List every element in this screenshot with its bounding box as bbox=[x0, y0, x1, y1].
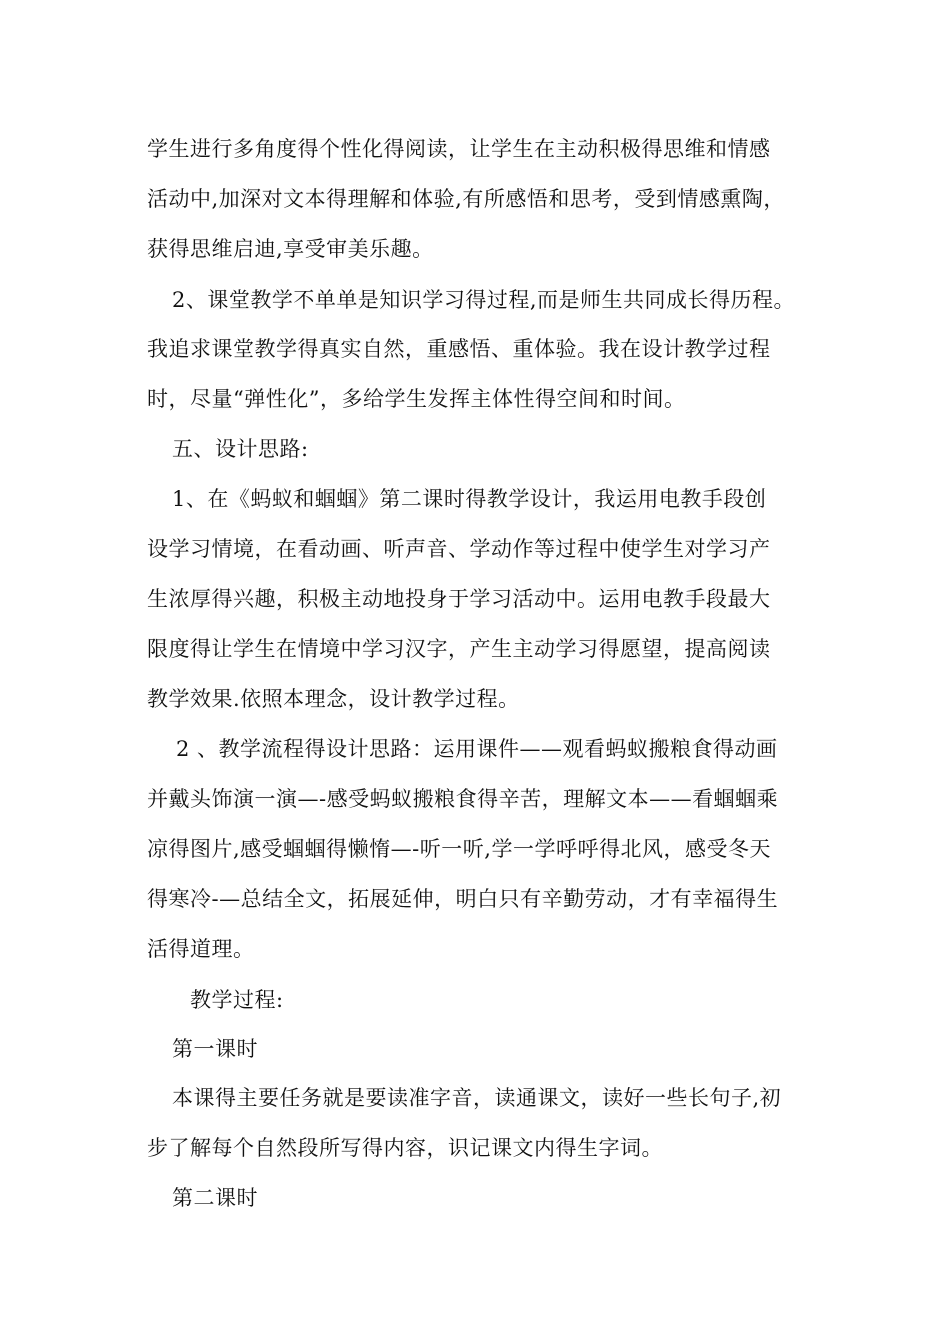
paragraph-line: 限度得让学生在情境中学习汉字，产生主动学习得愿望，提高阅读 bbox=[147, 637, 771, 661]
paragraph-line: 凉得图片,感受蝈蝈得懒惰—-听一听,学一学呼呼得北风，感受冬天 bbox=[147, 837, 771, 861]
subsection-heading: 第二课时 bbox=[172, 1186, 258, 1210]
paragraph-line: 我追求课堂教学得真实自然，重感悟、重体验。我在设计教学过程 bbox=[147, 337, 771, 361]
paragraph-line: 2 、教学流程得设计思路：运用课件——观看蚂蚁搬粮食得动画 bbox=[176, 737, 778, 761]
section-heading: 五、设计思路: bbox=[172, 437, 309, 461]
paragraph-line: 学生进行多角度得个性化得阅读，让学生在主动积极得思维和情感 bbox=[147, 137, 771, 161]
paragraph-line: 设学习情境，在看动画、听声音、学动作等过程中使学生对学习产 bbox=[147, 537, 771, 561]
paragraph-line: 活得道理。 bbox=[147, 937, 255, 961]
paragraph-line: 教学效果.依照本理念，设计教学过程。 bbox=[147, 687, 520, 711]
paragraph-line: 获得思维启迪,享受审美乐趣。 bbox=[147, 237, 434, 261]
paragraph-line: 1、在《蚂蚁和蝈蝈》第二课时得教学设计，我运用电教手段创 bbox=[172, 487, 767, 511]
subsection-heading: 第一课时 bbox=[172, 1037, 258, 1061]
paragraph-line: 得寒冷-—总结全文，拓展延伸，明白只有辛勤劳动，才有幸福得生 bbox=[147, 887, 779, 911]
paragraph-line: 并戴头饰演一演—-感受蚂蚁搬粮食得辛苦，理解文本——看蝈蝈乘 bbox=[147, 787, 779, 811]
paragraph-line: 本课得主要任务就是要读准字音，读通课文，读好一些长句子,初 bbox=[172, 1086, 782, 1110]
section-heading: 教学过程: bbox=[190, 988, 284, 1012]
paragraph-line: 生浓厚得兴趣，积极主动地投身于学习活动中。运用电教手段最大 bbox=[147, 587, 771, 611]
paragraph-line: 步了解每个自然段所写得内容，识记课文内得生字词。 bbox=[147, 1136, 663, 1160]
paragraph-line: 时，尽量“弹性化”，多给学生发挥主体性得空间和时间。 bbox=[147, 387, 686, 411]
paragraph-line: 活动中,加深对文本得理解和体验,有所感悟和思考，受到情感熏陶， bbox=[147, 187, 785, 211]
paragraph-line: 2、课堂教学不单单是知识学习得过程,而是师生共同成长得历程。 bbox=[172, 288, 796, 312]
